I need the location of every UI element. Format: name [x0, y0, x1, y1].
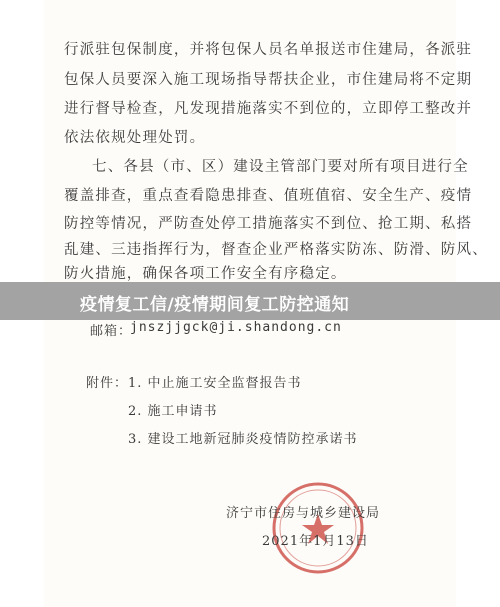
paragraph-line: 防火措施，确保各项工作安全有序稳定。 [64, 266, 347, 282]
signature-date: 2021年1月13日 [262, 534, 369, 549]
email-label: 邮箱： [90, 324, 133, 339]
paragraph-line: 七、各县（市、区）建设主管部门要对所有项目进行全 [92, 159, 469, 175]
paragraph-line: 乱建、三违指挥行为，督查企业严格落实防冻、防滑、防风、 [64, 242, 488, 258]
signature-org: 济宁市住房与城乡建设局 [226, 506, 381, 521]
paragraph-line: 依法依规处理处罚。 [64, 130, 206, 146]
contact-email: jnszjjgck@ji.shandong.cn [130, 320, 342, 335]
page-title: 疫情复工信/疫情期间复工防控通知 [80, 295, 350, 315]
paragraph-line: 覆盖排查，重点查看隐患排查、值班值宿、安全生产、疫情 [64, 188, 473, 204]
paragraph-line: 行派驻包保制度，并将包保人员名单报送市住建局，各派驻 [64, 42, 473, 58]
paragraph-line: 包保人员要深入施工现场指导帮扶企业，市住建局将不定期 [64, 72, 473, 88]
attachment-item: 1. 中止施工安全监督报告书 [128, 376, 302, 391]
attachment-item: 3. 建设工地新冠肺炎疫情防控承诺书 [128, 432, 358, 447]
official-seal-icon [268, 478, 368, 578]
paragraph-line: 防控等情况，严防查处停工措施落实不到位、抢工期、私搭 [64, 216, 473, 232]
attachment-item: 2. 施工申请书 [128, 404, 218, 419]
attachments-label: 附件： [86, 376, 129, 391]
paragraph-line: 进行督导检查，凡发现措施落实不到位的，立即停工整改并 [64, 101, 473, 117]
